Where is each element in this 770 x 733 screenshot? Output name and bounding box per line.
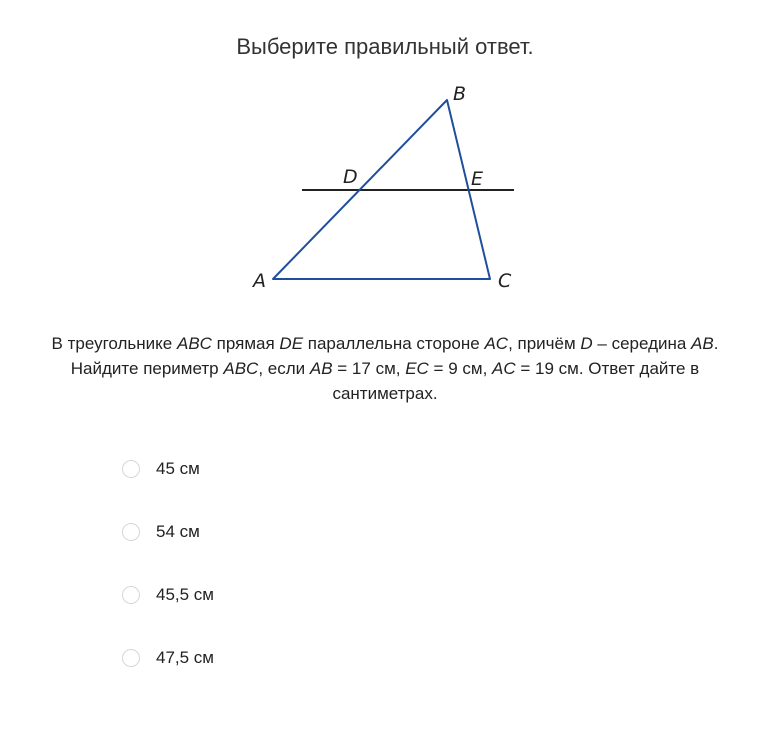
label-point-d: D <box>343 166 358 188</box>
segment-ec: EC <box>405 359 429 378</box>
segment-ac: AC <box>484 334 509 353</box>
text: , причём <box>508 334 581 353</box>
triangle-figure <box>240 78 540 298</box>
answer-option[interactable] <box>122 456 522 519</box>
text: , если <box>258 359 310 378</box>
segment-abc: ABC <box>176 334 212 353</box>
segment-ab: AB <box>691 334 714 353</box>
answer-option[interactable] <box>122 519 522 582</box>
label-point-c: C <box>498 270 512 292</box>
answer-option-label: 54 см <box>156 522 200 541</box>
text: – середина <box>592 334 692 353</box>
segment-abc: ABC <box>223 359 259 378</box>
triangle-diagram <box>240 78 540 298</box>
text: Найдите периметр <box>70 359 224 378</box>
problem-line-2 <box>20 356 750 381</box>
problem-line-3: сантиметрах. <box>332 384 438 403</box>
text: = 19 см. Ответ дайте в <box>515 359 700 378</box>
text: параллельна стороне <box>303 334 485 353</box>
answer-option-label: 45,5 см <box>156 585 214 604</box>
text: . <box>713 334 719 353</box>
text: = 9 см, <box>428 359 493 378</box>
label-point-a: A <box>253 270 266 292</box>
answer-option[interactable] <box>122 645 522 708</box>
text: = 17 см, <box>332 359 406 378</box>
radio-button[interactable] <box>122 523 140 541</box>
question-title: Выберите правильный ответ. <box>236 34 534 59</box>
text: В треугольнике <box>51 334 177 353</box>
radio-button[interactable] <box>122 460 140 478</box>
answer-option[interactable] <box>122 582 522 645</box>
answer-option-label: 47,5 см <box>156 648 214 667</box>
radio-button[interactable] <box>122 649 140 667</box>
radio-button[interactable] <box>122 586 140 604</box>
segment-ab: AB <box>309 359 333 378</box>
point-d: D <box>580 334 593 353</box>
text: прямая <box>211 334 280 353</box>
problem-line-1 <box>20 331 750 356</box>
label-point-b: B <box>453 83 467 105</box>
label-point-e: E <box>471 168 484 190</box>
answer-option-label: 45 см <box>156 459 200 478</box>
segment-de: DE <box>279 334 304 353</box>
segment-ac: AC <box>492 359 516 378</box>
answer-options <box>122 456 522 708</box>
problem-text <box>20 331 750 406</box>
